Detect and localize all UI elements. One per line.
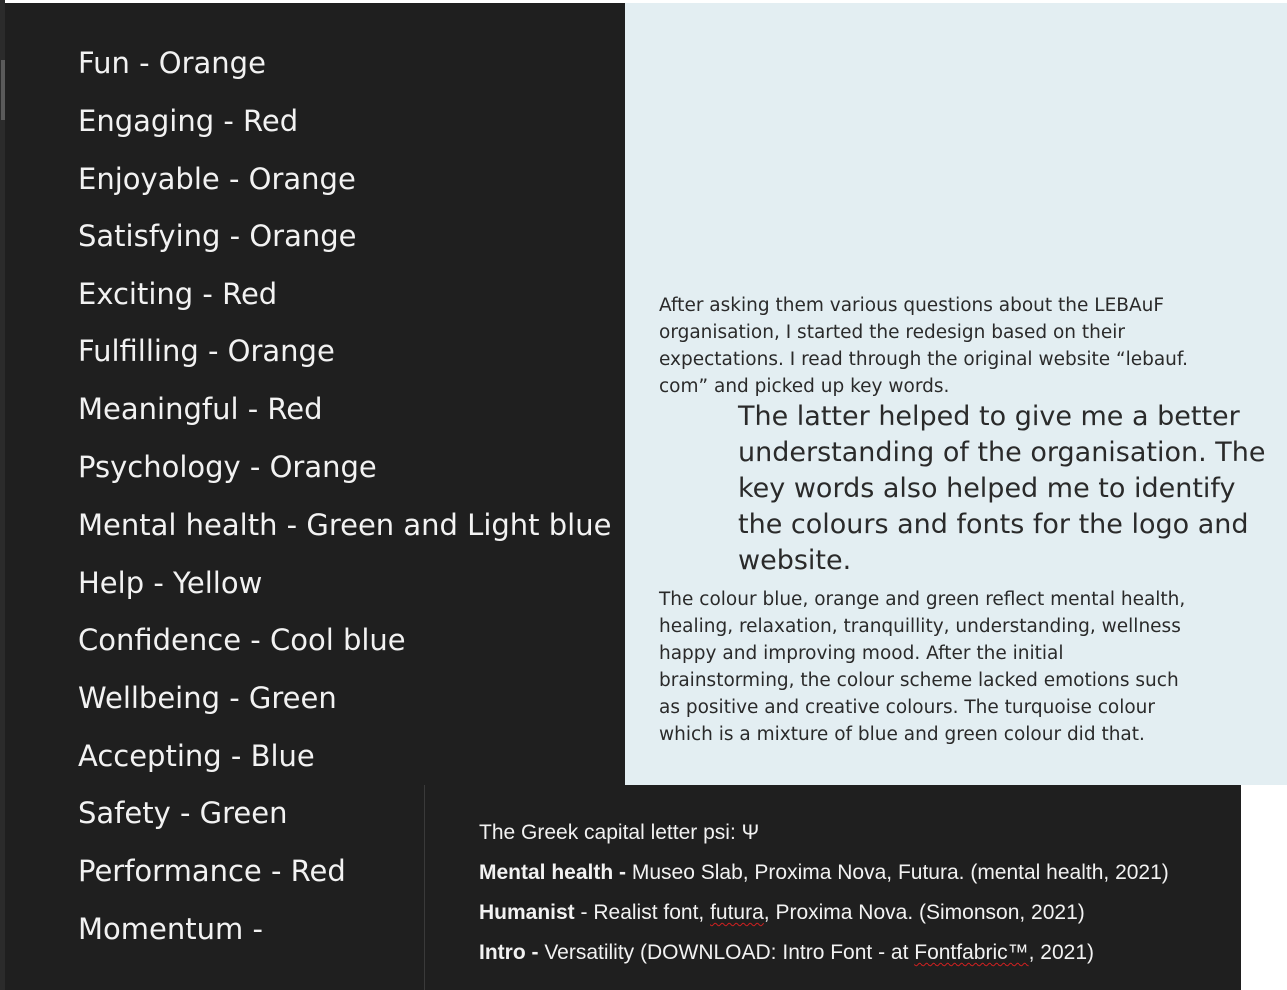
keyword-item: Fulfilling - Orange: [78, 334, 335, 368]
font-description: , 2021): [1028, 941, 1095, 964]
keyword-item: Momentum -: [78, 912, 263, 946]
keyword-item: Satisfying - Orange: [78, 219, 357, 253]
keyword-item: Psychology - Orange: [78, 450, 377, 484]
keyword-item: Exciting - Red: [78, 277, 278, 311]
font-label: Mental health -: [479, 861, 627, 884]
keyword-item: Accepting - Blue: [78, 739, 315, 773]
page-margin: [1241, 785, 1287, 990]
font-description: - Realist font,: [574, 901, 711, 924]
font-description: Museo Slab, Proxima Nova, Futura. (mental health, 2021): [626, 861, 1169, 884]
font-line-mental-health: [479, 859, 1169, 887]
font-label: Intro -: [479, 941, 539, 964]
keyword-item: Safety - Green: [78, 796, 288, 830]
font-label: Humanist: [479, 901, 575, 924]
keyword-item: Mental health - Green and Light blue: [78, 508, 612, 542]
keyword-item: Wellbeing - Green: [78, 681, 337, 715]
keyword-item: Enjoyable - Orange: [78, 162, 356, 196]
highlight-paragraph: The latter helped to give me a better understanding of the organisation. The key words also helped me to identify the colours and fonts for the logo and website.: [738, 401, 1266, 576]
keyword-item: Performance - Red: [78, 854, 346, 888]
keyword-item: Engaging - Red: [78, 104, 299, 138]
spellcheck-word[interactable]: futura: [710, 901, 764, 924]
colours-paragraph: The colour blue, orange and green reflect mental health, healing, relaxation, tranquillity, understanding, wellness happy and improving mood. After the initial brainstorming, the colour scheme lacked emotions such as positive and creative colours. The turquoise colour which is a mixture of blue and green colour did that.: [659, 589, 1186, 745]
keyword-item: Fun - Orange: [78, 46, 266, 80]
font-description: , Proxima Nova. (Simonson, 2021): [763, 901, 1085, 924]
keyword-item: Confidence - Cool blue: [78, 623, 406, 657]
font-line-humanist: [479, 899, 1085, 927]
font-description: Versatility (DOWNLOAD: Intro Font - at: [538, 941, 915, 964]
keyword-item: Meaningful - Red: [78, 392, 323, 426]
spellcheck-word[interactable]: Fontfabric™: [914, 941, 1029, 964]
intro-paragraph: After asking them various questions about the LEBAuF organisation, I started the redesign based on their expectations. I read through the original website “lebauf. com” and picked up key words.: [659, 295, 1188, 397]
psi-line: The Greek capital letter psi: Ψ: [479, 821, 760, 844]
font-line-intro: [479, 939, 1094, 967]
keyword-item: Help - Yellow: [78, 566, 263, 600]
